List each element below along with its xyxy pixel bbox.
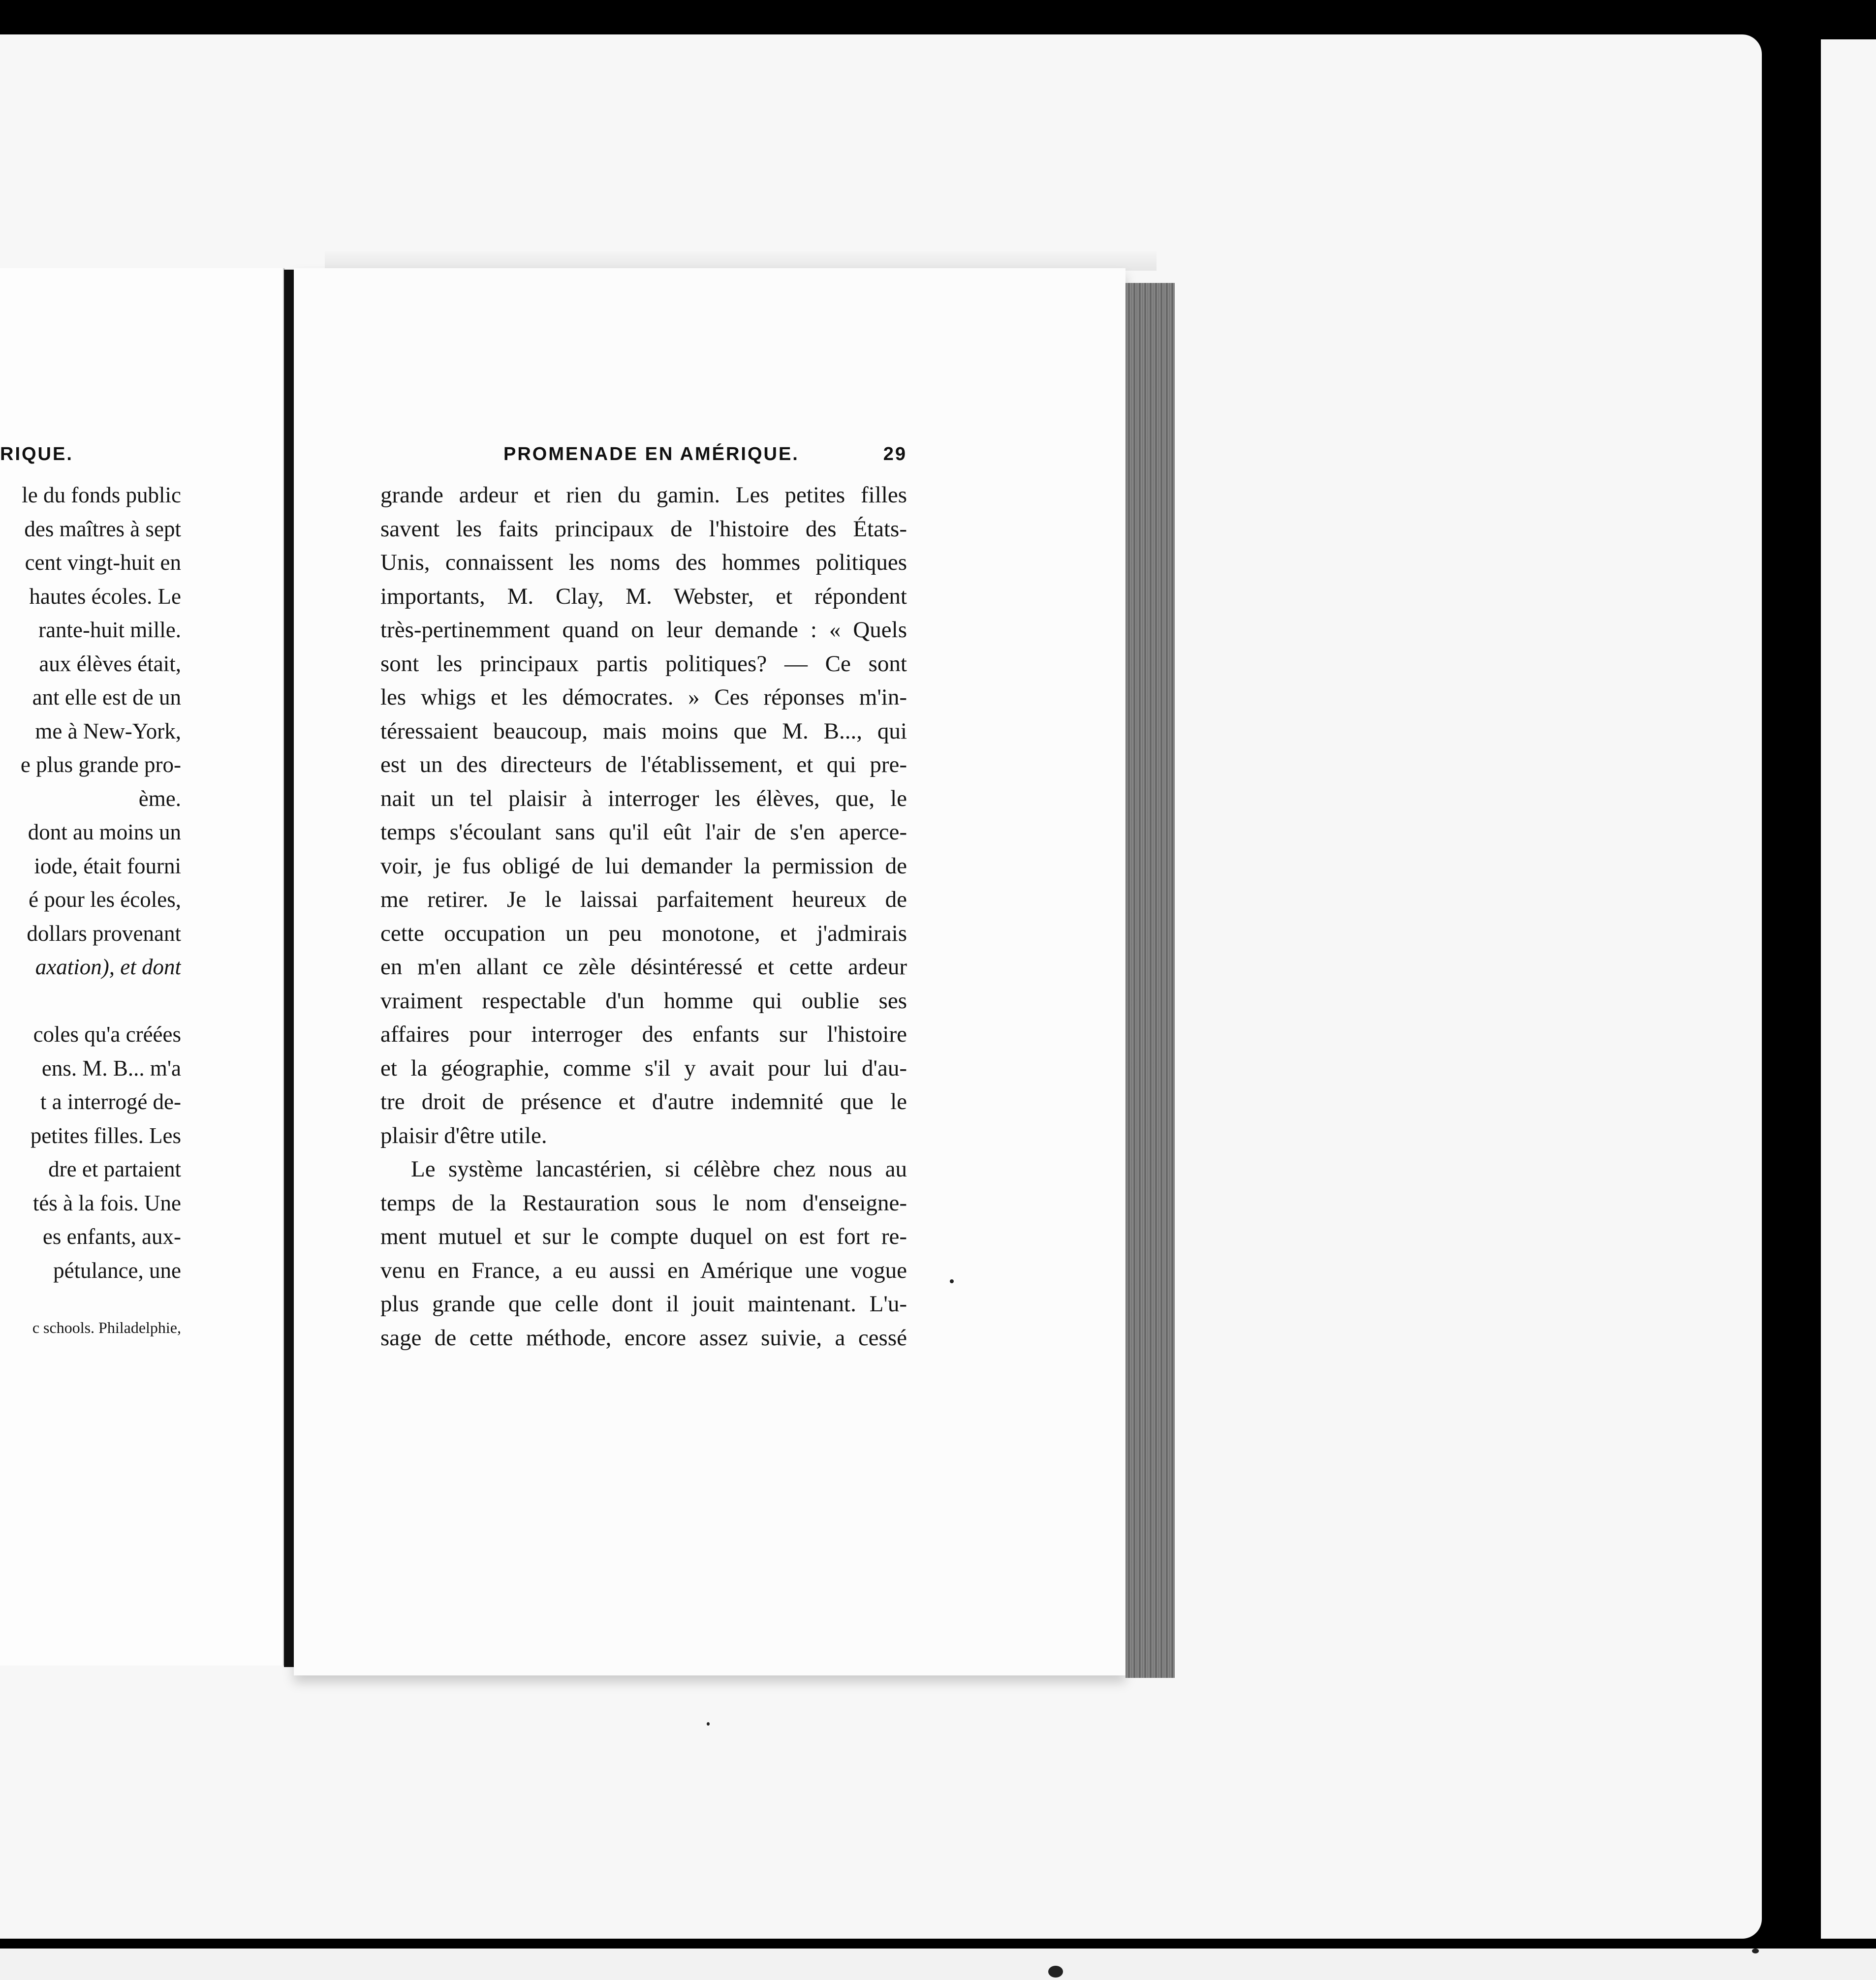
text-line: plus grande que celle dont il jouit maintenant. L'u- bbox=[380, 1291, 907, 1317]
text-line: t a interrogé de- bbox=[40, 1089, 181, 1114]
text-line: très-pertinemment quand on leur demande : « Quels bbox=[380, 617, 907, 643]
text-line: les whigs et les démocrates. » Ces réponses m'in- bbox=[380, 684, 907, 710]
text-line: venu en France, a eu aussi en Amérique une vogue bbox=[380, 1257, 907, 1283]
text-line: sage de cette méthode, encore assez suivie, a cessé bbox=[380, 1325, 907, 1351]
left-page-text bbox=[0, 478, 181, 1287]
text-line: dollars provenant bbox=[27, 921, 181, 946]
text-line: ème. bbox=[138, 786, 181, 811]
text-line: ment mutuel et sur le compte duquel on est fort re- bbox=[380, 1224, 907, 1249]
text-line: Unis, connaissent les noms des hommes politiques bbox=[380, 550, 907, 575]
text-line: plaisir d'être utile. bbox=[380, 1122, 547, 1148]
text-line: dont au moins un bbox=[28, 820, 181, 844]
text-line: e plus grande pro- bbox=[20, 752, 181, 777]
page-number: 29 bbox=[883, 444, 907, 464]
left-running-head: RIQUE. bbox=[0, 444, 73, 464]
text-line: es enfants, aux- bbox=[42, 1224, 181, 1249]
text-line: tés à la fois. Une bbox=[32, 1190, 181, 1215]
text-line: cette occupation un peu monotone, et j'admirais bbox=[380, 920, 907, 946]
book-gutter bbox=[284, 270, 294, 1667]
text-line: et la géographie, comme s'il y avait pour lui d'au- bbox=[380, 1055, 907, 1081]
text-line: affaires pour interroger des enfants sur l'histoire bbox=[380, 1021, 907, 1047]
next-film-frame bbox=[1821, 39, 1876, 1939]
text-line: est un des directeurs de l'établissement, et qui pre- bbox=[380, 752, 907, 777]
text-line: savent les faits principaux de l'histoire des États- bbox=[380, 516, 907, 542]
text-line: iode, était fourni bbox=[34, 853, 181, 878]
running-head bbox=[380, 444, 907, 473]
text-line: grande ardeur et rien du gamin. Les petites filles bbox=[380, 482, 907, 508]
text-line bbox=[0, 984, 181, 1018]
text-line: me retirer. Je le laissai parfaitement heureux de bbox=[380, 887, 907, 912]
text-line: dre et partaient bbox=[48, 1157, 181, 1181]
film-bottom-strip bbox=[0, 1949, 1876, 1980]
running-head-title: PROMENADE EN AMÉRIQUE. bbox=[503, 444, 799, 464]
text-line: des maîtres à sept bbox=[24, 516, 181, 541]
page-stack-edge bbox=[1126, 283, 1175, 1678]
text-line: rante-huit mille. bbox=[38, 618, 181, 642]
dust-speck bbox=[950, 1279, 954, 1283]
text-line: é pour les écoles, bbox=[29, 887, 181, 912]
page-stack-top bbox=[325, 251, 1157, 271]
text-line: vraiment respectable d'un homme qui oublie ses bbox=[380, 988, 907, 1014]
text-line: hautes écoles. Le bbox=[29, 584, 181, 609]
left-footnote: c schools. Philadelphie, bbox=[32, 1319, 181, 1336]
text-line: en m'en allant ce zèle désintéressé et cette ardeur bbox=[380, 954, 907, 980]
dust-speck bbox=[707, 1722, 710, 1726]
text-line: petites filles. Les bbox=[30, 1123, 181, 1148]
text-line: nait un tel plaisir à interroger les élèves, que, le bbox=[380, 785, 907, 811]
text-line: sont les principaux partis politiques? — Ce sont bbox=[380, 650, 907, 677]
text-line: ant elle est de un bbox=[32, 685, 181, 710]
text-line: axation), et dont bbox=[35, 955, 181, 979]
text-line: ens. M. B... m'a bbox=[41, 1055, 181, 1081]
text-line: me à New-York, bbox=[35, 718, 181, 743]
text-line: temps s'écoulant sans qu'il eût l'air de s'en aperce- bbox=[380, 819, 907, 845]
text-line: Le système lancastérien, si célèbre chez nous au bbox=[411, 1156, 907, 1182]
text-line: importants, M. Clay, M. Webster, et répondent bbox=[380, 583, 907, 609]
text-line: coles qu'a créées bbox=[33, 1022, 181, 1047]
dust-speck bbox=[1048, 1966, 1063, 1978]
text-line: aux élèves était, bbox=[39, 651, 181, 676]
text-line: cent vingt-huit en bbox=[25, 550, 181, 575]
text-line: temps de la Restauration sous le nom d'enseigne- bbox=[380, 1190, 907, 1216]
text-line: le du fonds public bbox=[22, 483, 181, 507]
text-line: voir, je fus obligé de lui demander la permission de bbox=[380, 853, 907, 879]
text-line: pétulance, une bbox=[53, 1258, 181, 1283]
right-page-text bbox=[380, 478, 907, 1355]
dust-speck bbox=[1752, 1949, 1759, 1953]
text-line: téressaient beaucoup, mais moins que M. B..., qui bbox=[380, 718, 907, 744]
text-line: tre droit de présence et d'autre indemnité que le bbox=[380, 1089, 907, 1114]
